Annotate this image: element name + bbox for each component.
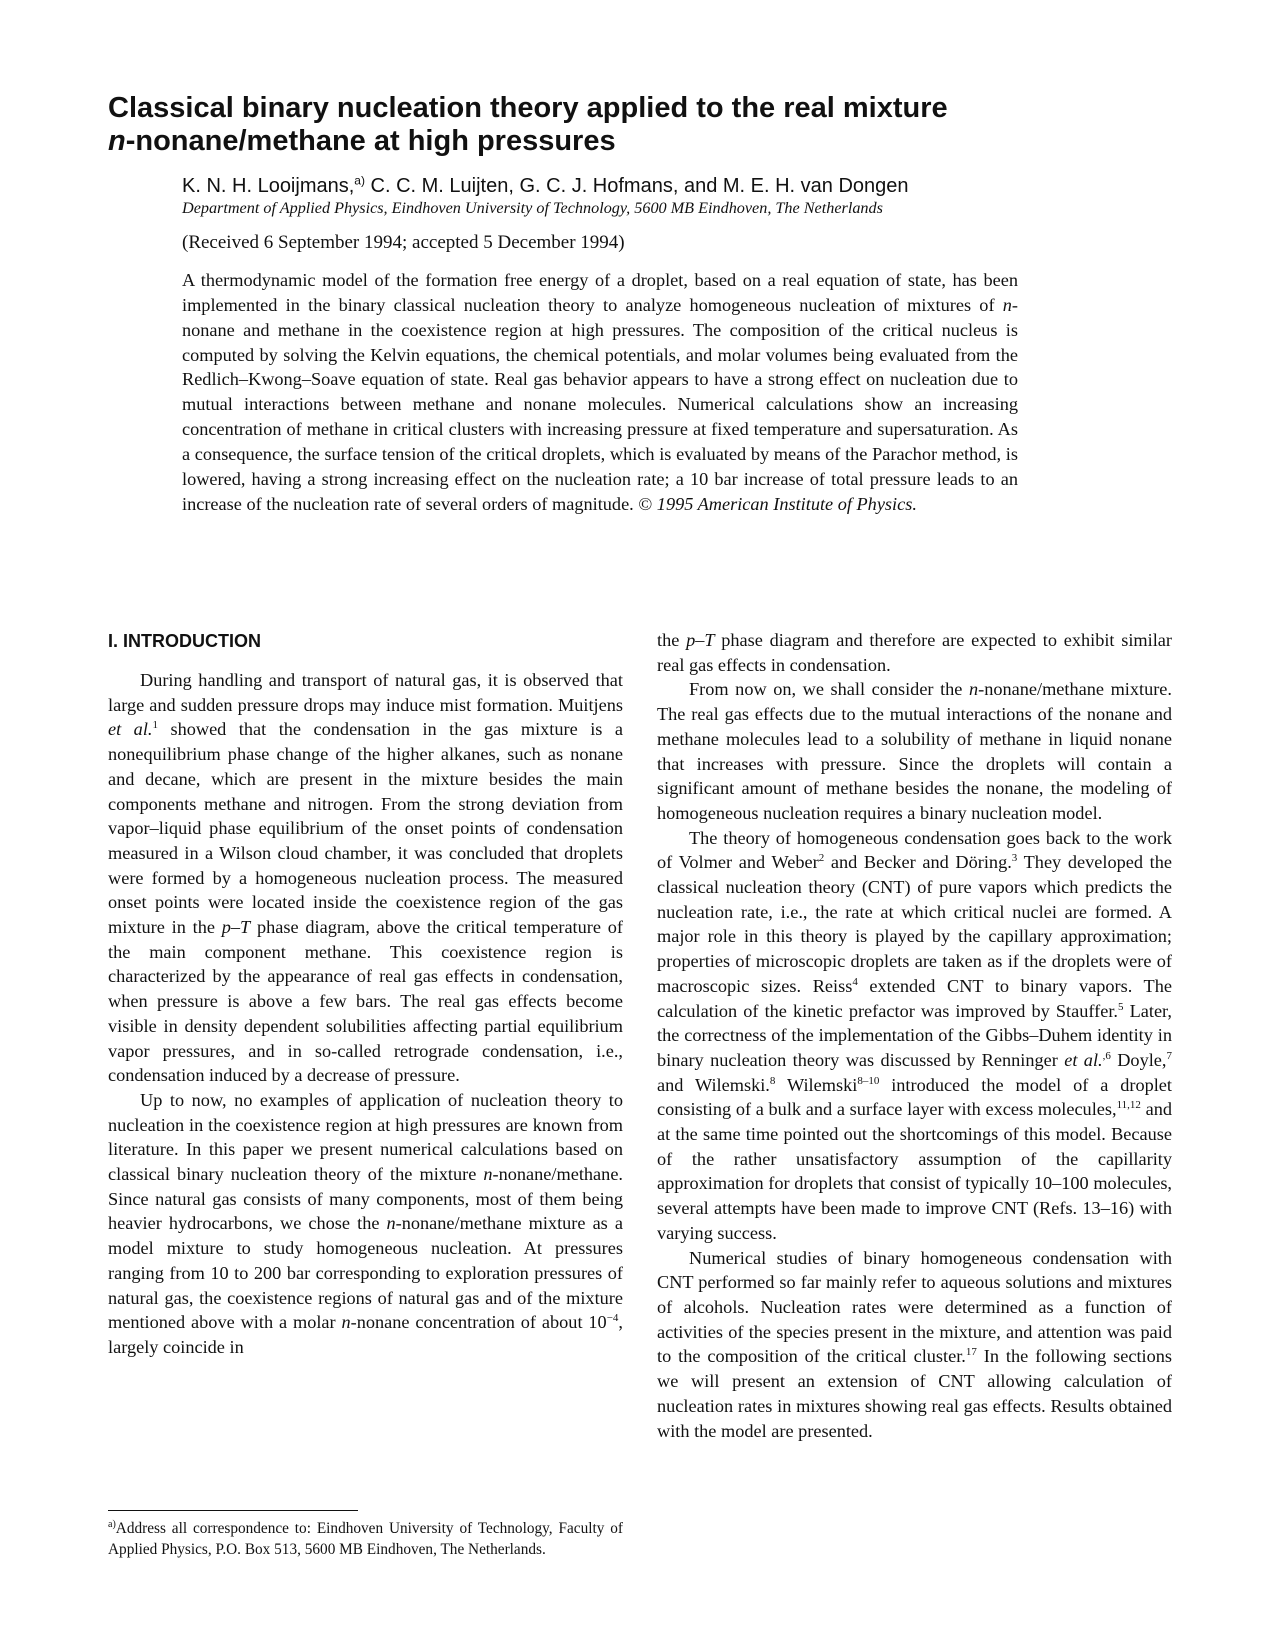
- citation-ref: 2: [818, 852, 825, 865]
- right-column: [657, 628, 1172, 1443]
- italic-T: T: [240, 917, 251, 938]
- title-line-2: -nonane/methane at high pressures: [125, 125, 616, 157]
- italic-T: T: [704, 630, 715, 650]
- abstract-text-2: -nonane and methane in the coexistence region at high pressures. The composition of the critical nucleus is computed by solving the Kelvin equations, the chemical potentials, and molar volumes being evaluated from the Redlich–Kwong–Soave equation of state. Real gas behavior appears to have a strong effect on nucleation due to mutual interactions between methane and nonane molecules. Numerical calculations show an increasing concentration of methane in critical clusters with increasing pressure at fixed temperature and supersaturation. As a consequence, the surface tension of the critical droplets, which is evaluated by means of the Parachor method, is lowered, having a strong increasing effect on the nucleation rate; a 10 bar increase of total pressure leads to an increase of the nucleation rate of several orders of magnitude. ©: [182, 294, 1018, 514]
- section-heading-introduction: I. INTRODUCTION: [108, 631, 261, 651]
- text-run: introduced the model of a droplet consisting of a bulk and a surface layer with excess molecules,: [657, 1074, 1172, 1120]
- text-run: -nonane/methane. Since natural gas consists of many components, most of them being heavier hydrocarbons, we chose the: [108, 1164, 623, 1234]
- first-author: K. N. H. Looijmans,: [182, 175, 355, 197]
- author-footnote-mark: a): [354, 173, 365, 188]
- text-run: and Wilemski.: [657, 1074, 770, 1095]
- exponent: −4: [606, 1312, 619, 1325]
- text-run: Doyle,: [1110, 1049, 1167, 1070]
- text-run: The theory of homogeneous condensation goes back to the work of Volmer and Weber: [657, 827, 1172, 873]
- text-run: Up to now, no examples of application of nucleation theory to nucleation in the coexistence region at high pressures are known from literature. In this paper we present numerical calculations based on classical binary nucleation theory of the mixture: [108, 1089, 623, 1185]
- intro-paragraph-2: [108, 1088, 623, 1360]
- italic-et-al: et al.: [1064, 1049, 1103, 1070]
- citation-ref: 8–10: [857, 1074, 880, 1087]
- intro-paragraph-5: [657, 1246, 1172, 1444]
- text-run: -nonane concentration of about 10: [350, 1312, 607, 1333]
- footnote: [108, 1519, 623, 1560]
- italic-n: n: [341, 1312, 351, 1333]
- abstract-text-1: A thermodynamic model of the formation free energy of a droplet, based on a real equation of state, has been implemented in the binary classical nucleation theory to analyze homogeneous nucleation of mixtures of: [182, 270, 1018, 315]
- italic-p: p: [221, 917, 231, 938]
- paper-title: [108, 92, 1128, 158]
- text-run: -nonane/methane mixture as a model mixture to study homogeneous nucleation. At pressures ranging from 10 to 200 bar corresponding to exploration pressures of natural gas, the coexistence regions of natural gas and of the mixture mentioned above with a molar: [108, 1213, 623, 1333]
- text-run: During handling and transport of natural gas, it is observed that large and sudden pressure drops may induce mist formation. Muitjens: [108, 670, 623, 715]
- text-run: In the following sections we will present an extension of CNT allowing calculation of nucleation rates in mixtures showing real gas effects. Results obtained with the model are presented.: [657, 1346, 1172, 1441]
- affiliation: Department of Applied Physics, Eindhoven University of Technology, 5600 MB Eindhoven, The Netherlands: [182, 199, 883, 217]
- title-italic-n: n: [108, 125, 126, 157]
- title-line-1: Classical binary nucleation theory applied to the real mixture: [108, 92, 948, 124]
- text-run: and at the same time pointed out the shortcomings of this model. Because of the rather unsatisfactory assumption of the capillarity approximation for droplets that consist of typically 10–100 molecules, several attempts have been made to improve CNT (Refs. 13–16) with varying success.: [657, 1099, 1173, 1243]
- text-run: phase diagram and therefore are expected to exhibit similar real gas effects in condensation.: [657, 630, 1172, 675]
- abstract: [182, 268, 1018, 516]
- italic-p: p: [686, 630, 696, 650]
- abstract-copyright: 1995 American Institute of Physics.: [656, 493, 917, 514]
- text-run: Wilemski: [775, 1074, 858, 1095]
- text-run: Later, the correctness of the implementation of the Gibbs–Duhem identity in binary nucleation theory was discussed by Renninger: [657, 1000, 1172, 1070]
- citation-ref: 7: [1166, 1049, 1172, 1062]
- text-run: the: [657, 630, 687, 650]
- dash: –: [230, 917, 241, 938]
- citation-ref: 11,12: [1116, 1099, 1141, 1112]
- author-list: [182, 174, 1082, 198]
- italic-n: n: [968, 679, 979, 700]
- continued-paragraph: [657, 628, 1172, 677]
- text-run: and Becker and Döring.: [824, 852, 1012, 873]
- other-authors: C. C. M. Luijten, G. C. J. Hofmans, and M. E. H. van Dongen: [364, 175, 909, 197]
- left-column: [108, 668, 623, 1360]
- text-run: , largely coincide in: [108, 1312, 623, 1357]
- text-run: -nonane/methane mixture. The real gas effects due to the mutual interactions of the nonane and methane molecules lead to a solubility of methane in liquid nonane that increases with pressure. Since the droplets will contain a significant amount of methane besides the nonane, the modeling of homogeneous nucleation requires a binary nucleation model.: [657, 679, 1172, 823]
- citation-ref: 3: [1011, 852, 1018, 865]
- italic-et-al: et al.: [108, 719, 153, 740]
- intro-paragraph-3: [657, 677, 1172, 825]
- text-run: Numerical studies of binary homogeneous condensation with CNT performed so far mainly refer to aqueous solutions and mixtures of alcohols. Nucleation rates were determined as a function of activities of the species present in the mixture, and attention was paid to the composition of the critical cluster.: [657, 1247, 1172, 1367]
- citation-ref: 5: [1118, 1000, 1124, 1013]
- footnote-rule: [108, 1510, 358, 1511]
- citation-ref: 8: [769, 1074, 776, 1087]
- received-dates: (Received 6 September 1994; accepted 5 December 1994): [182, 232, 625, 253]
- citation-ref: 17: [965, 1346, 977, 1359]
- footnote-mark: a): [108, 1518, 116, 1530]
- footnote-text: Address all correspondence to: Eindhoven University of Technology, Faculty of Applied Physics, P.O. Box 513, 5600 MB Eindhoven, The Netherlands.: [108, 1520, 623, 1558]
- dash: –: [695, 630, 705, 650]
- text-run: extended CNT to binary vapors. The calculation of the kinetic prefactor was improved by Stauffer.: [657, 975, 1172, 1021]
- citation-ref: ,6: [1102, 1049, 1111, 1062]
- citation-ref: 4: [852, 975, 858, 988]
- text-run: They developed the classical nucleation theory (CNT) of pure vapors which predicts the nucleation rate, i.e., the rate at which critical nuclei are formed. A major role in this theory is played by the capillary approximation; properties of microscopic droplets are taken as if the droplets were of macroscopic sizes. Reiss: [657, 852, 1172, 996]
- text-run: phase diagram, above the critical temperature of the main component methane. This coexistence region is characterized by the appearance of real gas effects in condensation, when pressure is above a few bars. The real gas effects become visible in density dependent solubilities affecting partial equilibrium vapor pressures, and in so-called retrograde condensation, i.e., condensation induced by a decrease of pressure.: [108, 917, 623, 1086]
- abstract-italic-n: n: [1002, 294, 1012, 315]
- intro-paragraph-4: [657, 826, 1172, 1246]
- italic-n: n: [386, 1213, 396, 1234]
- citation-ref: 1: [152, 719, 158, 732]
- text-run: showed that the condensation in the gas mixture is a nonequilibrium phase change of the higher alkanes, such as nonane and decane, which are present in the mixture besides the main components methane and nitrogen. From the strong deviation from vapor–liquid phase equilibrium of the onset points of condensation measured in a Wilson cloud chamber, it was concluded that droplets were formed by a homogeneous nucleation process. The measured onset points were located inside the coexistence region of the gas mixture in the: [108, 719, 623, 938]
- intro-paragraph-1: [108, 668, 623, 1088]
- italic-n: n: [483, 1164, 493, 1185]
- text-run: From now on, we shall consider the: [689, 679, 969, 700]
